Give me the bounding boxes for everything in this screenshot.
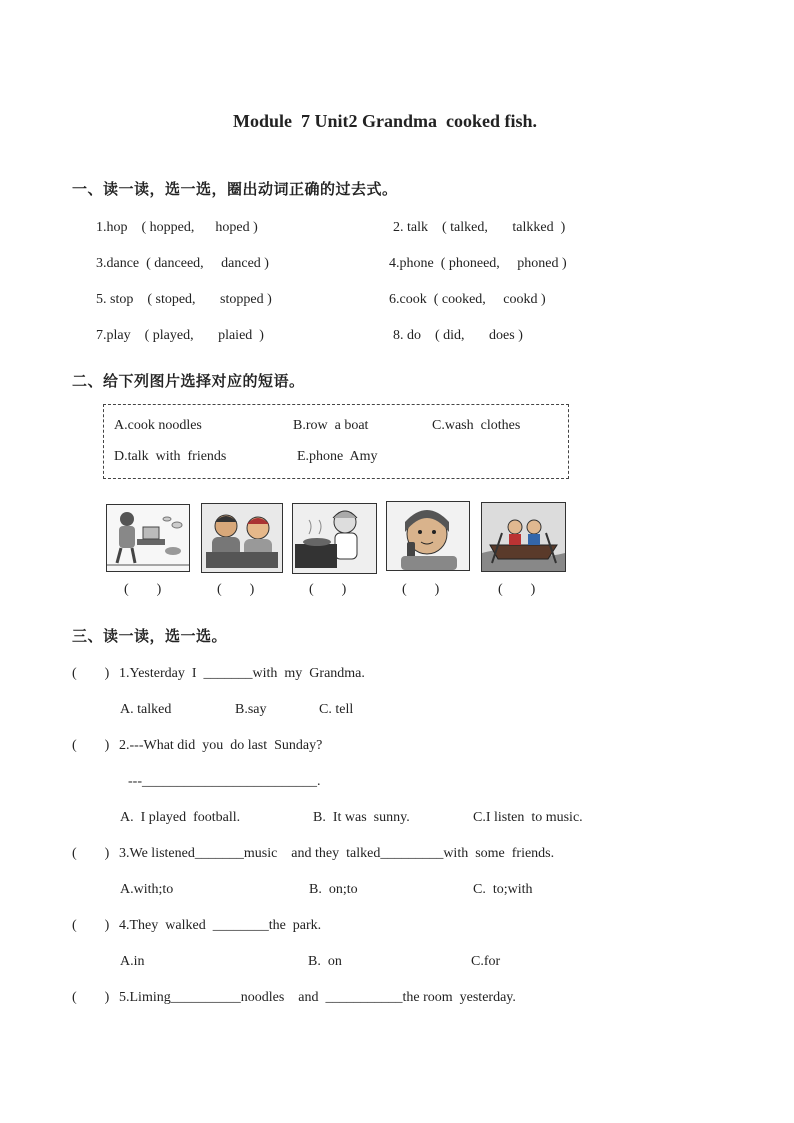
s1-item-6: 6.cook ( cooked, cookd ) bbox=[389, 292, 546, 307]
s1-item-4: 4.phone ( phoneed, phoned ) bbox=[389, 256, 567, 271]
picture-woman-cooking bbox=[292, 503, 377, 574]
section3-heading: 三、读一读，选一选。 bbox=[72, 627, 228, 645]
section2-heading: 二、给下列图片选择对应的短语。 bbox=[72, 372, 305, 390]
q5-answer-paren[interactable]: ( ) bbox=[72, 990, 110, 1005]
q3-answer-paren[interactable]: ( ) bbox=[72, 846, 110, 861]
answer-blank-1[interactable]: ( ) bbox=[124, 582, 162, 597]
q1-option-a: A. talked bbox=[120, 702, 172, 717]
picture-children-rowing-boat bbox=[481, 502, 566, 572]
q1-option-c: C. tell bbox=[319, 702, 354, 717]
s1-item-7: 7.play ( played, plaied ) bbox=[96, 328, 264, 343]
q4-option-c: C.for bbox=[471, 954, 501, 969]
answer-blank-3[interactable]: ( ) bbox=[309, 582, 347, 597]
page-title: Module 7 Unit2 Grandma cooked fish. bbox=[233, 111, 538, 131]
s1-item-1: 1.hop ( hopped, hoped ) bbox=[96, 220, 258, 235]
q3-option-c: C. to;with bbox=[473, 882, 533, 897]
q4-stem: 4.They walked ________the park. bbox=[119, 918, 322, 933]
q2-option-b: B. It was sunny. bbox=[313, 810, 410, 825]
answer-blank-2[interactable]: ( ) bbox=[217, 582, 255, 597]
q1-answer-paren[interactable]: ( ) bbox=[72, 666, 110, 681]
option-e: E.phone Amy bbox=[297, 449, 378, 464]
option-b: B.row a boat bbox=[293, 418, 369, 433]
q1-stem: 1.Yesterday I _______with my Grandma. bbox=[119, 666, 365, 681]
s1-item-8: 8. do ( did, does ) bbox=[393, 328, 523, 343]
answer-blank-4[interactable]: ( ) bbox=[402, 582, 440, 597]
phrase-options-box bbox=[103, 404, 569, 479]
s1-item-5: 5. stop ( stoped, stopped ) bbox=[96, 292, 272, 307]
q3-option-a: A.with;to bbox=[120, 882, 174, 897]
q3-stem: 3.We listened_______music and they talked_________with some friends. bbox=[119, 846, 555, 861]
section1-heading: 一、读一读，选一选，圈出动词正确的过去式。 bbox=[72, 180, 398, 198]
q2-answer-line[interactable]: ---_________________________. bbox=[128, 774, 321, 789]
q1-option-b: B.say bbox=[235, 702, 267, 717]
answer-blank-5[interactable]: ( ) bbox=[498, 582, 536, 597]
picture-washing-clothes bbox=[106, 504, 190, 572]
q4-answer-paren[interactable]: ( ) bbox=[72, 918, 110, 933]
option-a: A.cook noodles bbox=[114, 418, 202, 433]
s1-item-3: 3.dance ( danceed, danced ) bbox=[96, 256, 269, 271]
q5-stem: 5.Liming__________noodles and ___________the room yesterday. bbox=[119, 990, 516, 1005]
option-c: C.wash clothes bbox=[432, 418, 521, 433]
s1-item-2: 2. talk ( talked, talkked ) bbox=[393, 220, 566, 235]
q2-option-a: A. I played football. bbox=[120, 810, 241, 825]
q2-stem: 2.---What did you do last Sunday? bbox=[119, 738, 323, 753]
q4-option-a: A.in bbox=[120, 954, 145, 969]
q3-option-b: B. on;to bbox=[309, 882, 358, 897]
picture-friends-talking bbox=[201, 503, 283, 573]
option-d: D.talk with friends bbox=[114, 449, 227, 464]
q2-option-c: C.I listen to music. bbox=[473, 810, 583, 825]
picture-woman-on-phone bbox=[386, 501, 470, 571]
q4-option-b: B. on bbox=[308, 954, 342, 969]
q2-answer-paren[interactable]: ( ) bbox=[72, 738, 110, 753]
